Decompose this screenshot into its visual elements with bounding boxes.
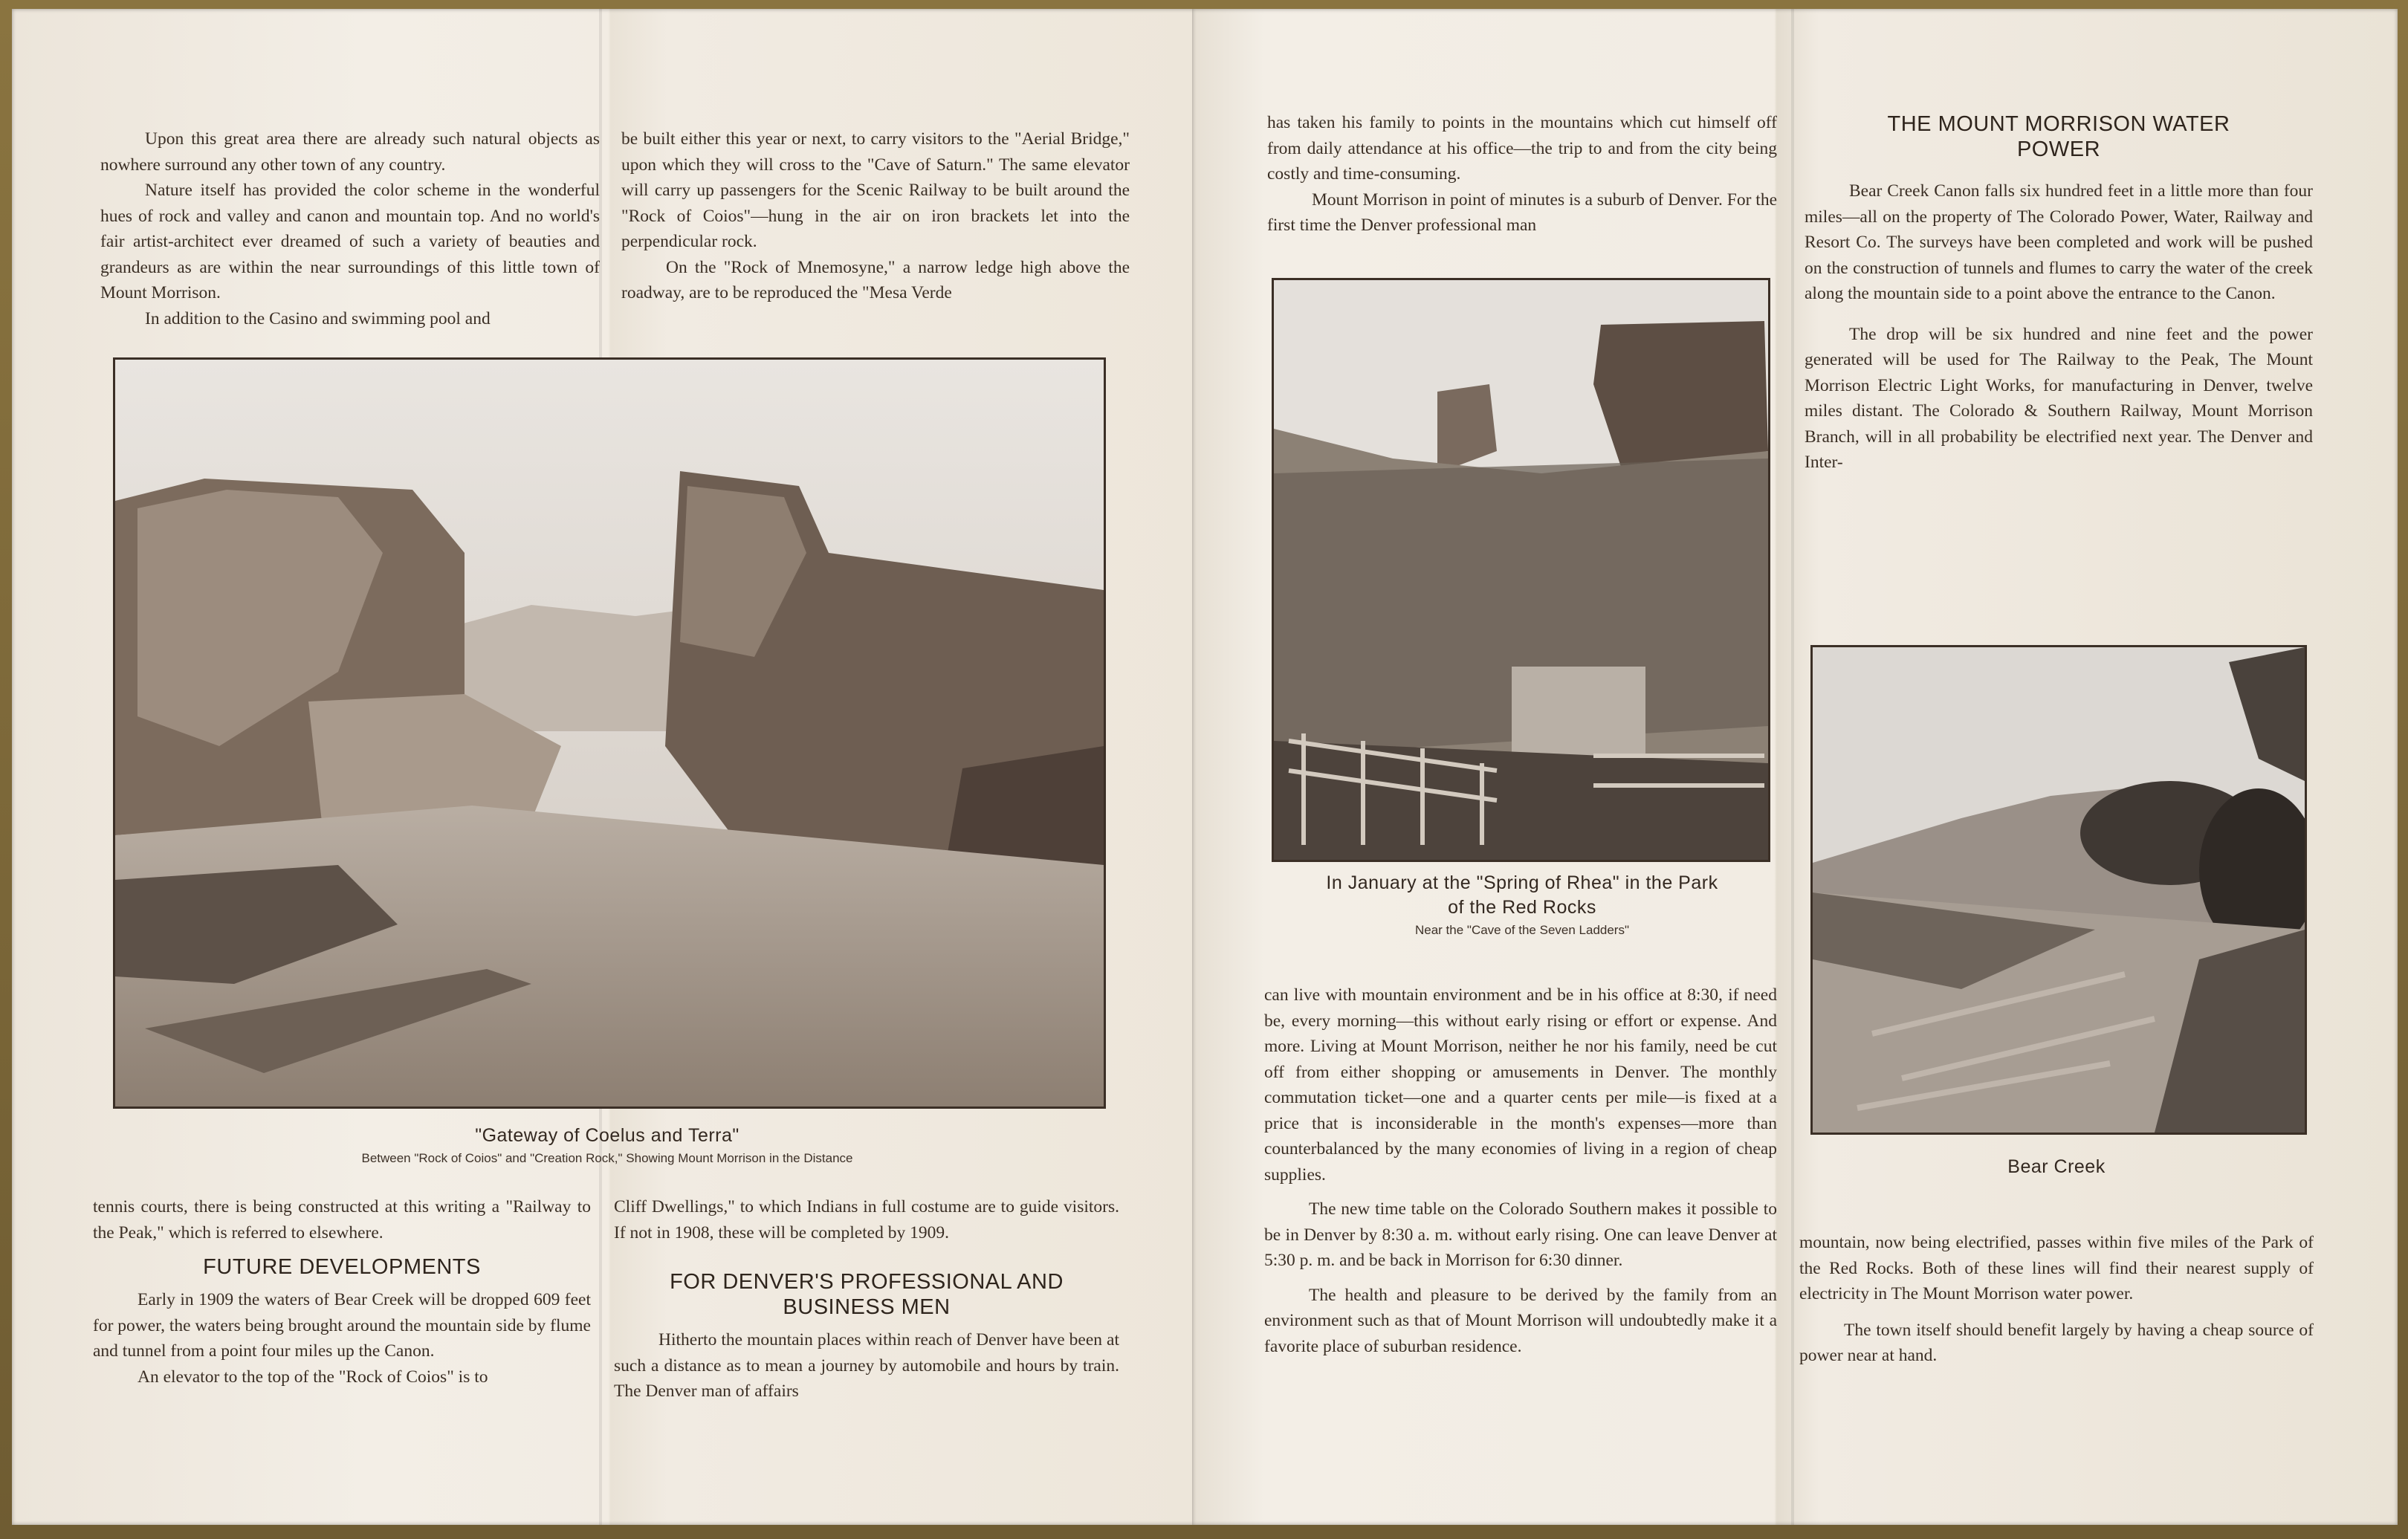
paragraph: In addition to the Casino and swimming pool and xyxy=(145,308,491,328)
paragraph: mountain, now being electrified, passes within five miles of the Park of the Red Rocks. Both of these lines will find their nearest supply of electricity in The Mount Morrison water power. xyxy=(1799,1233,2314,1303)
paragraph: be built either this year or next, to carry visitors to the "Aerial Bridge," upon which they will cross to the "Cave of Saturn." The same elevator will carry up passengers for the Scenic Railway to be built around the "Rock of Coios"—hung in the air on iron brackets let into the perpendicular rock. xyxy=(621,129,1130,251)
heading-line: BUSINESS MEN xyxy=(783,1295,951,1319)
bear-creek-photo xyxy=(1810,645,2307,1135)
paragraph: The health and pleasure to be derived by the family from an environment such as that of Mount Morrison will undoubtedly make it a favorite place of suburban residence. xyxy=(1264,1285,1777,1356)
page2-top-text xyxy=(621,126,1130,306)
paragraph: Early in 1909 the waters of Bear Creek will be dropped 609 feet for power, the waters being brought around the mountain side by flume and tunnel from a point four miles up the Canon. xyxy=(93,1290,591,1361)
caption-title: "Gateway of Coelus and Terra" xyxy=(475,1125,739,1146)
paragraph: An elevator to the top of the "Rock of Coios" is to xyxy=(137,1367,488,1387)
paragraph: The drop will be six hundred and nine feet and the power generated will be used for The Railway to the Peak, The Mount Morrison Electric Light Works, for manufacturing in Denver, twelve miles distant. The Colorado & Southern Railway, Mount Morrison Branch, will in all probability be electrified next year. The Denver and Inter- xyxy=(1805,324,2313,472)
spring-of-rhea-caption xyxy=(1267,871,1777,941)
gateway-photo-caption xyxy=(113,1124,1101,1169)
caption-subtitle: Between "Rock of Coios" and "Creation Rock," Showing Mount Morrison in the Distance xyxy=(361,1151,853,1165)
heading-line: THE MOUNT MORRISON WATER xyxy=(1887,112,2230,136)
paragraph: Cliff Dwellings," to which Indians in full costume are to guide visitors. If not in 1908, these will be completed by 1909. xyxy=(614,1197,1119,1242)
gateway-photo xyxy=(113,357,1106,1109)
caption-title: Bear Creek xyxy=(2007,1156,2106,1177)
caption-subtitle: Near the "Cave of the Seven Ladders" xyxy=(1414,923,1630,937)
paragraph: Hitherto the mountain places within reach of Denver have been at such a distance as to mean a journey by automobile and hours by train. The Denver man of affairs xyxy=(614,1330,1119,1401)
page3-top-text xyxy=(1267,110,1777,239)
fold-line xyxy=(1791,9,1794,1525)
page2-bottom-text xyxy=(614,1194,1119,1404)
paragraph: The town itself should benefit largely by having a cheap source of power near at hand. xyxy=(1799,1320,2314,1365)
page3-bottom-text xyxy=(1264,982,1777,1359)
bear-creek-caption xyxy=(1810,1155,2302,1179)
paragraph: On the "Rock of Mnemosyne," a narrow ledge high above the roadway, are to be reproduced the "Mesa Verde xyxy=(621,257,1130,302)
caption-title-line: In January at the "Spring of Rhea" in the Park xyxy=(1326,872,1718,893)
denver-heading xyxy=(614,1269,1119,1320)
page4-bottom-text xyxy=(1799,1230,2314,1369)
page1-top-text xyxy=(100,126,600,331)
paragraph: Nature itself has provided the color scheme in the wonderful hues of rock and valley and canon and mountain top. And no world's fair artist-architect ever dreamed of such a variety of beauties and grandeurs as are within the near surroundings of this little town of Mount Morrison. xyxy=(100,181,600,302)
paragraph: has taken his family to points in the mountains which cut himself off from daily attendance at his office—the trip to and from the city being costly and time-consuming. xyxy=(1267,113,1777,184)
page1-bottom-text xyxy=(93,1194,591,1390)
page4-top-text xyxy=(1805,110,2313,476)
paragraph: Mount Morrison in point of minutes is a suburb of Denver. For the first time the Denver professional man xyxy=(1267,189,1777,235)
caption-title-line: of the Red Rocks xyxy=(1448,897,1596,918)
heading-line: POWER xyxy=(2016,137,2101,161)
spring-of-rhea-photo xyxy=(1272,278,1770,862)
water-power-heading xyxy=(1805,111,2313,162)
paragraph: Bear Creek Canon falls six hundred feet in a little more than four miles—all on the property of The Colorado Power, Water, Railway and Resort Co. The surveys have been completed and work will be pushed on the construction of tunnels and flumes to carry the water of the creek along the mountain side to a point above the entrance to the Canon. xyxy=(1805,181,2313,303)
paragraph: tennis courts, there is being constructed at this writing a "Railway to the Peak," which is referred to elsewhere. xyxy=(93,1197,591,1242)
future-developments-heading: FUTURE DEVELOPMENTS xyxy=(203,1255,481,1279)
paragraph: The new time table on the Colorado Southern makes it possible to be in Denver by 8:30 a. m. without early rising. One can leave Denver at 5:30 p. m. and be back in Morrison for 6:30 dinner. xyxy=(1264,1199,1777,1270)
paragraph: can live with mountain environment and be in his office at 8:30, if need be, every morning—this without early rising or effort or expense. And more. Living at Mount Morrison, neither he nor his family, need be cut off from either shopping or amusements in Denver. The monthly commutation ticket—one and a quarter cents per mile—is fixed at a price that is inconsiderable in the month's expenses—more than counterbalanced by the many economies of living in a region of cheap supplies. xyxy=(1264,985,1777,1185)
paragraph: Upon this great area there are already such natural objects as nowhere surround any other town of any country. xyxy=(100,129,600,175)
heading-line: FOR DENVER'S PROFESSIONAL AND xyxy=(670,1270,1064,1294)
